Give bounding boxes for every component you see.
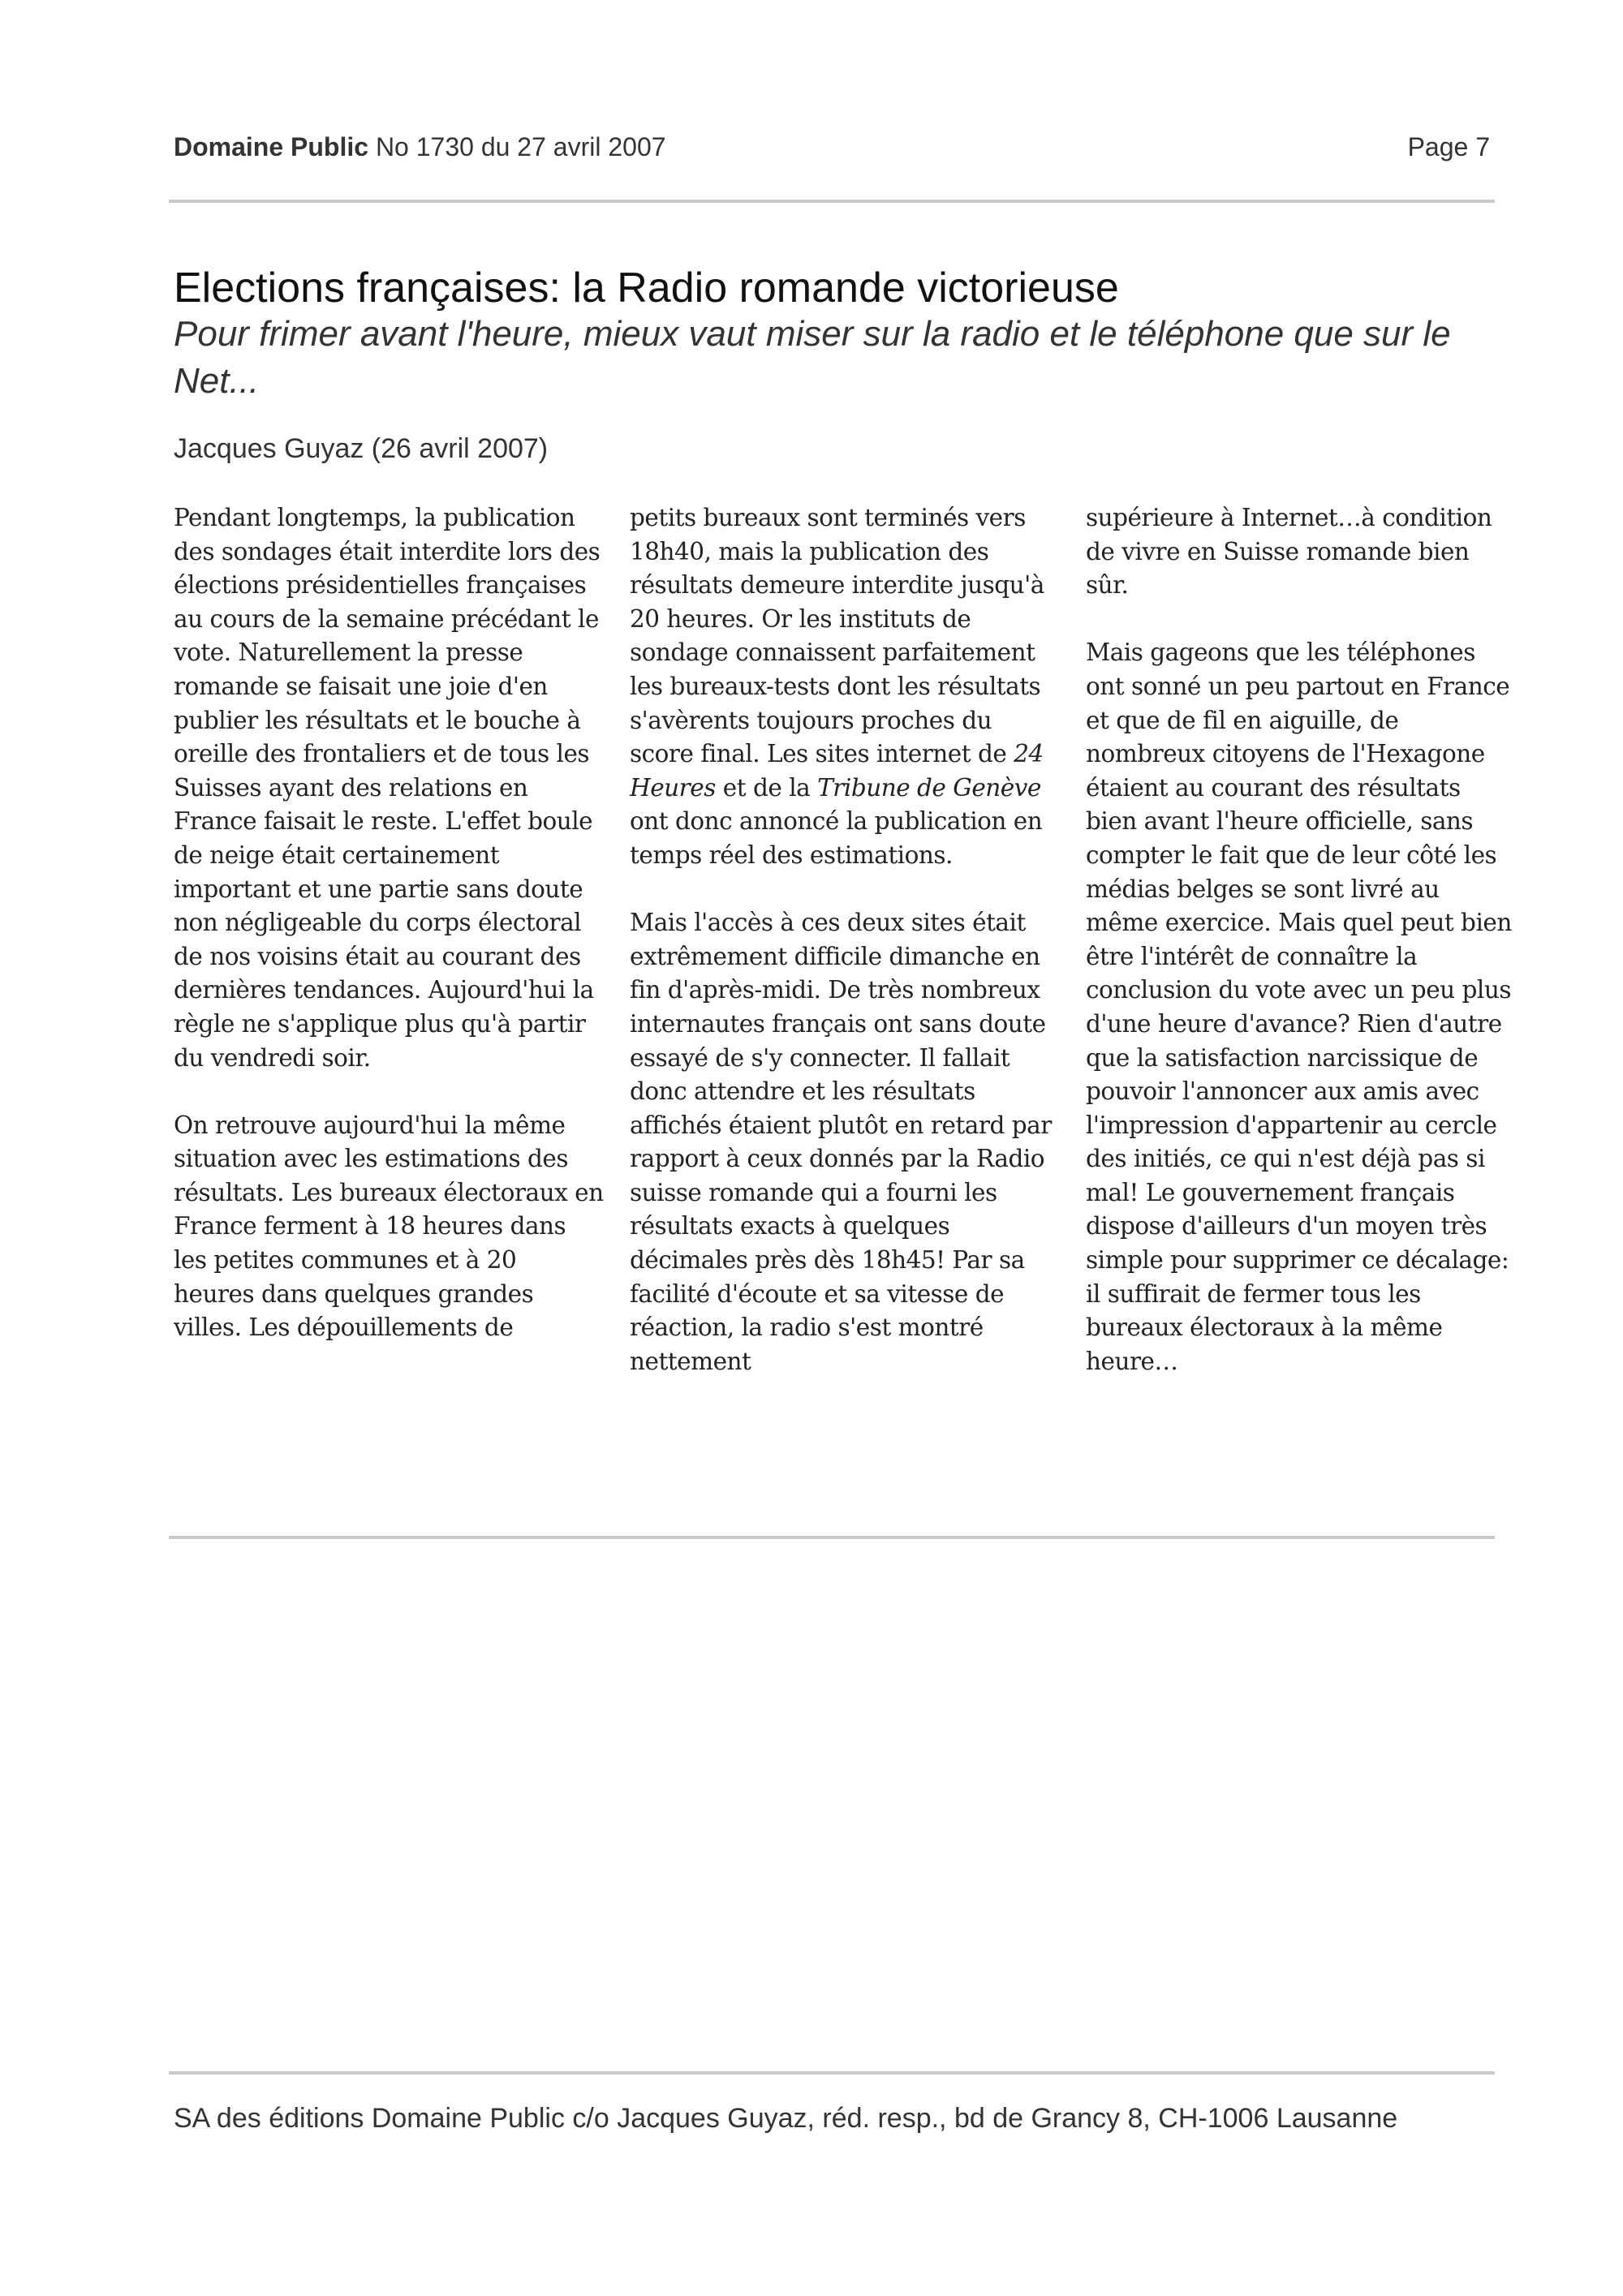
header-divider — [169, 200, 1495, 203]
page-number: Page 7 — [1407, 132, 1490, 161]
newspaper-name: Tribune de Genève — [817, 773, 1041, 802]
conjunction-text: et de la — [722, 773, 811, 802]
article-column-3 — [1086, 501, 1516, 1412]
article-paragraph: supérieure à Internet…à condition de vivre en Suisse romande bien sûr. — [1086, 504, 1492, 600]
article-paragraph: Pendant longtemps, la publication des sondages était interdite lors des élections présidentielles françaises au cours de la semaine précédant le vote. Naturellement la presse romande se faisait une joie d'en publier les résultats et le bouche à oreille des frontaliers et de tous les Suisses ayant des relations en France faisait le reste. L'effet boule de neige était certainement important et une partie sans doute non négligeable du corps électoral de nos voisins était au courant des dernières tendances. Aujourd'hui la règle ne s'applique plus qu'à partir du vendredi soir. — [174, 504, 601, 1072]
page-header — [174, 132, 1490, 165]
article-column-2 — [630, 501, 1060, 1412]
footer-divider — [169, 2071, 1495, 2075]
article-paragraph: Mais l'accès à ces deux sites était extrêmement difficile dimanche en fin d'après-midi. De très nombreux internautes français ont sans doute essayé de s'y connecter. Il fallait donc attendre et les résultats affichés étaient plutôt en retard par rapport à ceux donnés par la Radio suisse romande qui a fourni les résultats exacts à quelques décimales près dès 18h45! Par sa facilité d'écoute et sa vitesse de réaction, la radio s'est montré nettement — [630, 909, 1052, 1375]
article-paragraph: Mais gageons que les téléphones ont sonné un peu partout en France et que de fil en aiguille, de nombreux citoyens de l'Hexagone étaient au courant des résultats bien avant l'heure officielle, sans compter le fait que de leur côté les médias belges se sont livré au même exercice. Mais quel peut bien être l'intérêt de connaître la conclusion du vote avec un peu plus d'une heure d'avance? Rien d'autre que la satisfaction narcissique de pouvoir l'annoncer aux amis avec l'impression d'appartenir au cercle des initiés, ce qui n'est déjà pas si mal! Le gouvernement français dispose d'ailleurs d'un moyen très simple pour supprimer ce décalage: il suffirait de fermer tous les bureaux électoraux à la même heure… — [1086, 638, 1512, 1375]
article-paragraph — [630, 501, 1060, 873]
paragraph-text: petits bureaux sont terminés vers 18h40, mais la publication des résultats demeure interdite jusqu'à 20 heures. Or les instituts de sondage connaissent parfaitement les bureaux-tests dont les résultats s'avèrents toujours proches du score final. Les sites internet de — [630, 504, 1044, 768]
article-column-1 — [174, 501, 604, 1378]
newspaper-name: 24 Heures — [630, 740, 1044, 802]
paragraph-text: ont donc annoncé la publication en temps réel des estimations. — [630, 807, 1043, 869]
article-byline: Jacques Guyaz (26 avril 2007) — [174, 433, 549, 464]
article-paragraph: On retrouve aujourd'hui la même situation avec les estimations des résultats. Les bureaux électoraux en France ferment à 18 heures dans les petites communes et à 20 heures dans quelques grandes villes. Les dépouillements de — [174, 1111, 604, 1342]
article-end-divider — [169, 1536, 1495, 1539]
publication-name: Domaine Public — [174, 132, 369, 161]
page-footer: SA des éditions Domaine Public c/o Jacques Guyaz, réd. resp., bd de Grancy 8, CH-1006 Lausanne — [174, 2103, 1398, 2134]
article-title: Elections françaises: la Radio romande victorieuse — [174, 264, 1119, 312]
issue-info: No 1730 du 27 avril 2007 — [375, 132, 666, 161]
article-subtitle: Pour frimer avant l'heure, mieux vaut miser sur la radio et le téléphone que sur le Net... — [174, 314, 1451, 401]
